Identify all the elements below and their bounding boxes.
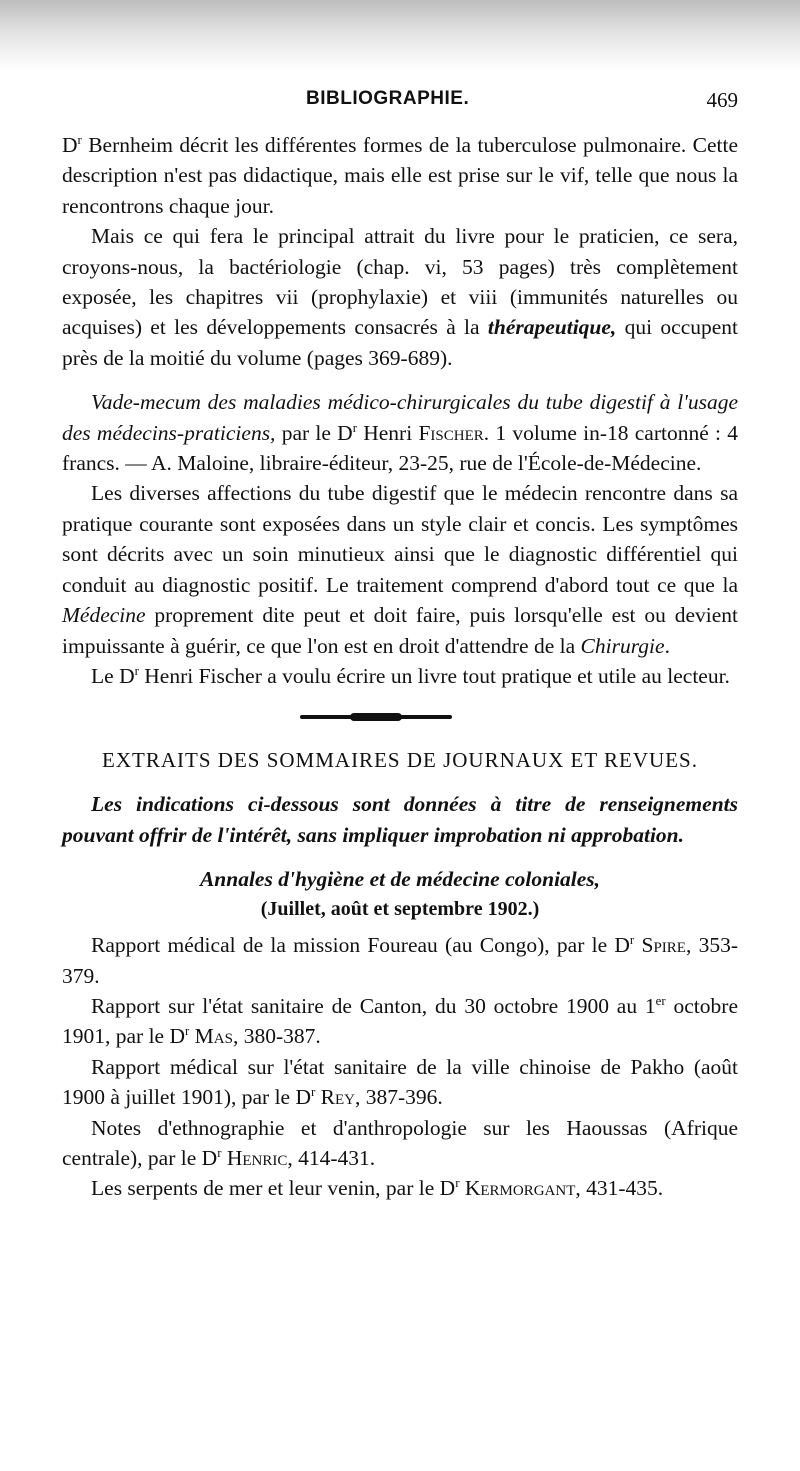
review2-paragraph-2: Le $D^r$ Henri Fischer a voulu écrire un livre tout pratique et utile au lecteur.	[91, 663, 730, 688]
body-text	[62, 130, 738, 1204]
section-title: EXTRAITS DES SOMMAIRES DE JOURNAUX ET REVUES.	[102, 748, 698, 773]
review1-paragraph-2: Mais ce qui fera le principal attrait du livre pour le praticien, ce sera, croyons-nous, la bactériologie (chap. vi, 53 pages) très complètement exposée, les chapitres vii (prophylaxie) et viii (immunités naturelles ou acquises) et les développements consacrés à la thérapeutique, qui occupent près de la moitié du volume (pages 369-689).	[62, 224, 739, 370]
running-title: BIBLIOGRAPHIE.	[306, 88, 470, 109]
review1-paragraph-1: $D^r$ Bernheim décrit les différentes formes de la tuberculose pulmonaire. Cette description n'est pas didactique, mais elle est prise sur le vif, telle que nous la rencontrons chaque jour.	[62, 132, 738, 218]
entry-3: Rapport médical sur l'état sanitaire de la ville chinoise de Pakho (août 1900 à juillet 1901), par le $D^r$ Rey, 387-396.	[62, 1054, 738, 1110]
journal-title: Annales d'hygiène et de médecine coloniales,	[199, 867, 601, 892]
disclaimer: Les indications ci-dessous sont données à titre de renseignements pouvant offrir de l'intérêt, sans impliquer improbation ni approbation.	[62, 792, 738, 847]
review2-paragraph-1: Les diverses affections du tube digestif que le médecin rencontre dans sa pratique courante sont exposées dans un style clair et concis. Les symptômes sont décrits avec un soin minutieux ainsi que le diagnostic différentiel qui conduit au diagnostic positif. Le traitement comprend d'abord tout ce que la Médecine proprement dite peut et doit faire, puis lorsqu'elle est ou devient impuissante à guérir, ce que l'on est en droit d'attendre de la Chirurgie.	[62, 481, 738, 658]
page-header	[62, 88, 738, 118]
scan-shadow	[0, 0, 800, 70]
page-number: 469	[706, 88, 738, 112]
author-name: Fischer	[418, 420, 484, 445]
spacer	[62, 373, 738, 387]
entry-4: Notes d'ethnographie et d'anthropologie sur les Haoussas (Afrique centrale), par le $D^r$ Henric, 414-431.	[62, 1115, 738, 1170]
entry-5: Les serpents de mer et leur venin, par le $D^r$ Kermorgant, 431-435.	[91, 1176, 664, 1201]
journal-dates: (Juillet, août et septembre 1902.)	[260, 898, 540, 921]
entry-2: Rapport sur l'état sanitaire de Canton, du 30 octobre 1900 au 1er octobre 1901, par le $D^r$ Mas, 380-387.	[62, 993, 738, 1049]
section-divider	[62, 691, 738, 745]
book-title: Vade-mecum des maladies médico-chirurgicales du tube digestif à l'usage des médecins-praticiens,	[62, 390, 738, 445]
entry-1: Rapport médical de la mission Foureau (au Congo), par le $D^r$ Spire, 353-379.	[62, 932, 738, 988]
review2-citation: Vade-mecum des maladies médico-chirurgicales du tube digestif à l'usage des médecins-praticiens, par le $D^r$ Henri Fischer. 1 volume in-18 cartonné : 4 francs. — A. Maloine, libraire-éditeur, 23-25, rue de l'École-de-Médecine.	[62, 390, 739, 476]
